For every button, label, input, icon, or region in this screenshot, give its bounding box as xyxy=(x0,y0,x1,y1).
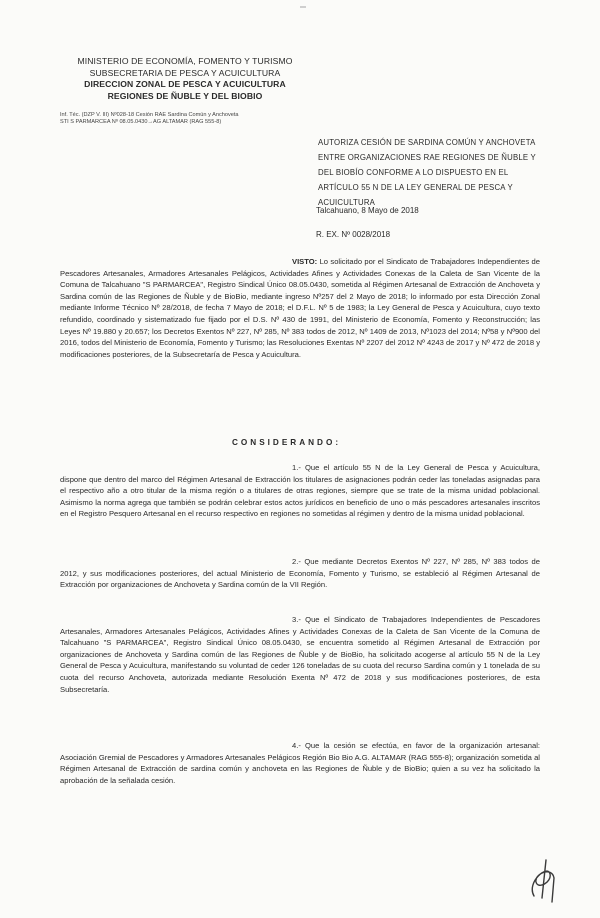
resolution-number: R. EX. Nº 0028/2018 xyxy=(316,230,391,239)
considerando-3: 3.- Que el Sindicato de Trabajadores Independientes de Pescadores Artesanales, Armadores Artesanales Pelágicos, Actividades Afines y Actividades Conexas de la Caleta de San Vicente de la Comuna de Talcahuano "S PARMARCEA", Registro Sindical Único 08.05.0430, se encuentra sometido al Régimen Artesanal de Extracción por organizaciones de Anchoveta y Sardina común de las Regiones de Ñuble y de BioBio, ha solicitado acogerse al artículo 55 N de la Ley General de Pesca y Acuicultura, manifestando su voluntad de ceder 126 toneladas de su cuota del recurso Sardina común y 1 tonelada de su cuota del recurso Anchoveta, autorizada mediante Resolución Exenta Nº 472 de 2018 y sus modificaciones posteriores, de esta Subsecretaría. xyxy=(60,615,540,694)
scan-mark xyxy=(300,6,306,8)
visto-label: VISTO: xyxy=(292,257,318,266)
regions-line: REGIONES DE ÑUBLE Y DEL BIOBIO xyxy=(107,90,263,101)
zonal-direction-line: DIRECCION ZONAL DE PESCA Y ACUICULTURA xyxy=(84,79,286,89)
reference-line-1: Inf. Téc. (DZP V. III) Nº028-18 Cesión RAE Sardina Común y Anchoveta xyxy=(60,112,239,118)
visto-text: Lo solicitado por el Sindicato de Trabajadores Independientes de Pescadores Artesanales, Armadores Artesanales Pelágicos, Actividades Afines y Actividades Conexas de la Caleta de San Vicente de la Comuna de Talcahuano "S PARMARCEA", Registro Sindical Único 08.05.0430, sometida al Régimen Artesanal de Extracción de Anchoveta y Sardina común de las Regiones de Ñuble y de BioBio, mediante ingreso Nº257 del 2 Mayo de 2018; lo informado por esta Dirección Zonal mediante Informe Técnico Nº 28/2018, de fecha 7 Mayo de 2018; el D.F.L. Nº 5 de 1983; la Ley General de Pesca y Acuicultura, cuyo texto refundido, coordinado y sistematizado fue fijado por el D.S. Nº 430 de 1991, del Ministerio de Economía, Fomento y Reconstrucción; las Leyes Nº 19.880 y 20.657; los Decretos Exentos Nº 227, Nº 285, Nº 383 todos de 2012, Nº 1409 de 2013, Nº1023 del 2014; Nº58 y Nº900 del 2016, todos del Ministerio de Economía, Fomento y Turismo; las Resoluciones Exentas Nº 2207 del 2012 Nº 4243 de 2017 y Nº 472 de 2018 y modificaciones posteriores, de la Subsecretaría de Pesca y Acuicultura. xyxy=(60,257,540,359)
considerando-1: 1.- Que el artículo 55 N de la Ley General de Pesca y Acuicultura, dispone que dentro del marco del Régimen Artesanal de Extracción los titulares de asignaciones podrán ceder las toneladas asignadas para el respectivo año a otro titular de la misma región o a titulares de otras regiones, siempre que se trate de la misma unidad poblacional. Asimismo la norma agrega que también se podrán celebrar estos actos jurídicos en beneficio de uno o más pescadores artesanales inscritos en el Registro Pesquero Artesanal en el recurso respectivo en regiones no sometidas al régimen y dentro de la misma unidad poblacional. xyxy=(60,463,540,519)
handwritten-initials-signature xyxy=(518,852,564,906)
reference-line-2: STI S PARMARCEA Nº 08.05.0430→AG ALTAMAR (RAG 555-8) xyxy=(60,119,222,125)
resolution-subject: AUTORIZA CESIÓN DE SARDINA COMÚN Y ANCHOVETA ENTRE ORGANIZACIONES RAE REGIONES DE ÑUBLE Y DEL BIOBÍO CONFORME A LO DISPUESTO EN EL ARTÍCULO 55 N DE LA LEY GENERAL DE PESCA Y ACUICULTURA xyxy=(318,138,536,207)
subsecretary-line: SUBSECRETARIA DE PESCA Y ACUICULTURA xyxy=(89,67,281,78)
visto-paragraph xyxy=(60,256,540,360)
letterhead xyxy=(60,56,310,102)
place-date: Talcahuano, 8 Mayo de 2018 xyxy=(316,206,419,215)
considerando-heading: CONSIDERANDO: xyxy=(232,438,342,447)
considerando-2: 2.- Que mediante Decretos Exentos Nº 227, Nº 285, Nº 383 todos de 2012, y sus modificaciones posteriores, del actual Ministerio de Economía, Fomento y Turismo, se estableció al Régimen Artesanal de Extracción por organizaciones de Anchoveta y Sardina común de la VII Región. xyxy=(60,557,540,590)
reference-block xyxy=(60,112,320,126)
considerando-4: 4.- Que la cesión se efectúa, en favor de la organización artesanal: Asociación Gremial de Pescadores y Armadores Artesanales Pelágicos Región Bio Bio A.G. ALTAMAR (RAG 555-8); organización sometida al Régimen Artesanal de Extracción de sardina común y anchoveta en las Regiones de Ñuble y de BioBio; quien a su vez ha solicitado la aprobación de la señalada cesión. xyxy=(60,741,540,785)
ministry-line: MINISTERIO DE ECONOMÍA, FOMENTO Y TURISMO xyxy=(77,56,293,66)
